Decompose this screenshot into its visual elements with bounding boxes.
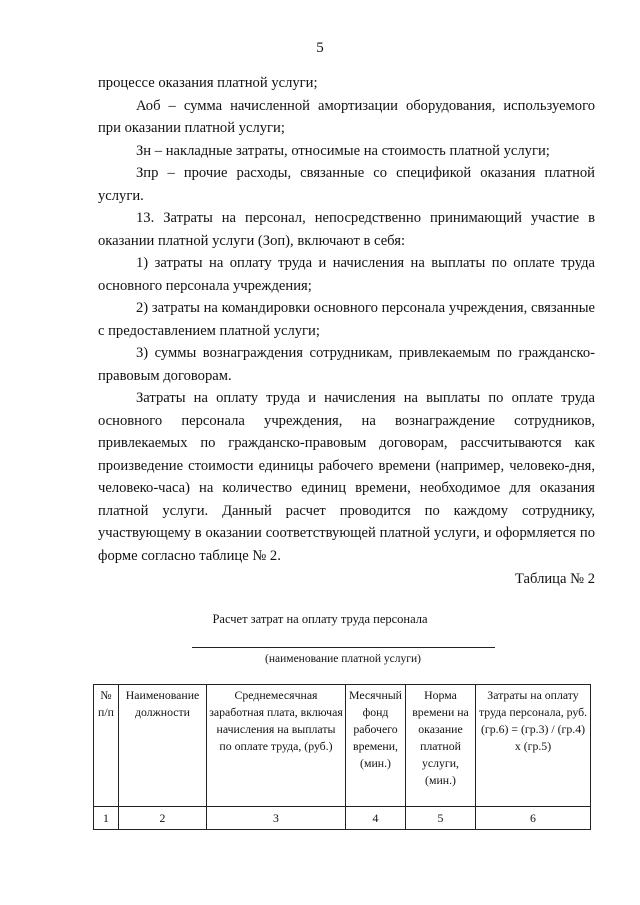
service-name-line xyxy=(192,647,495,648)
column-number-cell: 6 xyxy=(476,807,591,830)
header-cell: Среднемесячная заработная плата, включая начисления на выплаты по оплате труда, (руб.) xyxy=(207,685,346,807)
column-number-cell: 1 xyxy=(94,807,119,830)
table-header-row xyxy=(94,685,591,807)
service-name-caption: (наименование платной услуги) xyxy=(265,653,421,665)
header-cell: Месячный фонд рабочего времени, (мин.) xyxy=(346,685,406,807)
header-cell: Наименование должности xyxy=(119,685,207,807)
column-number-cell: 3 xyxy=(207,807,346,830)
column-number-cell: 5 xyxy=(406,807,476,830)
table-row xyxy=(94,807,591,830)
paragraph: 13. Затраты на персонал, непосредственно принимающий участие в оказании платной услуги (Зоп), включают в себя: xyxy=(98,210,595,249)
header-cell: Норма времени на оказание платной услуги, (мин.) xyxy=(406,685,476,807)
paragraph: 3) суммы вознаграждения сотрудникам, привлекаемым по гражданско-правовым договорам. xyxy=(98,345,595,384)
header-cell: Затраты на оплату труда персонала, руб. (гр.6) = (гр.3) / (гр.4) x (гр.5) xyxy=(476,685,591,807)
page-number: 5 xyxy=(316,40,324,56)
column-number-cell: 2 xyxy=(119,807,207,830)
paragraph: процессе оказания платной услуги; xyxy=(98,75,318,91)
paragraph: 2) затраты на командировки основного персонала учреждения, связанные с предоставлением платной услуги; xyxy=(98,300,595,339)
column-number-cell: 4 xyxy=(346,807,406,830)
table-caption: Таблица № 2 xyxy=(515,571,595,587)
paragraph: Аоб – сумма начисленной амортизации оборудования, используемого при оказании платной услуги; xyxy=(98,97,595,136)
header-cell: № п/п xyxy=(94,685,119,807)
paragraph: Зн – накладные затраты, относимые на стоимость платной услуги; xyxy=(136,142,550,159)
table-title: Расчет затрат на оплату труда персонала xyxy=(212,612,428,626)
paragraph: Затраты на оплату труда и начисления на выплаты по оплате труда основного персонала учреждения, на вознаграждение сотрудников, привлекаемых по гражданско-правовым договорам, рассчитываются как произведение стоимости единицы рабочего времени (например, человеко-дня, человеко-часа) на количество единиц времени, необходимое для оказания платной услуги. Данный расчет проводится по каждому сотруднику, участвующему в оказании соответствующей платной услуги, и оформляется по форме согласно таблице № 2. xyxy=(98,390,595,564)
paragraph: 1) затраты на оплату труда и начисления на выплаты по оплате труда основного персонала учреждения; xyxy=(98,255,595,294)
body-text xyxy=(98,72,595,567)
paragraph: Зпр – прочие расходы, связанные со спецификой оказания платной услуги. xyxy=(98,165,595,204)
labor-cost-table xyxy=(93,684,591,830)
